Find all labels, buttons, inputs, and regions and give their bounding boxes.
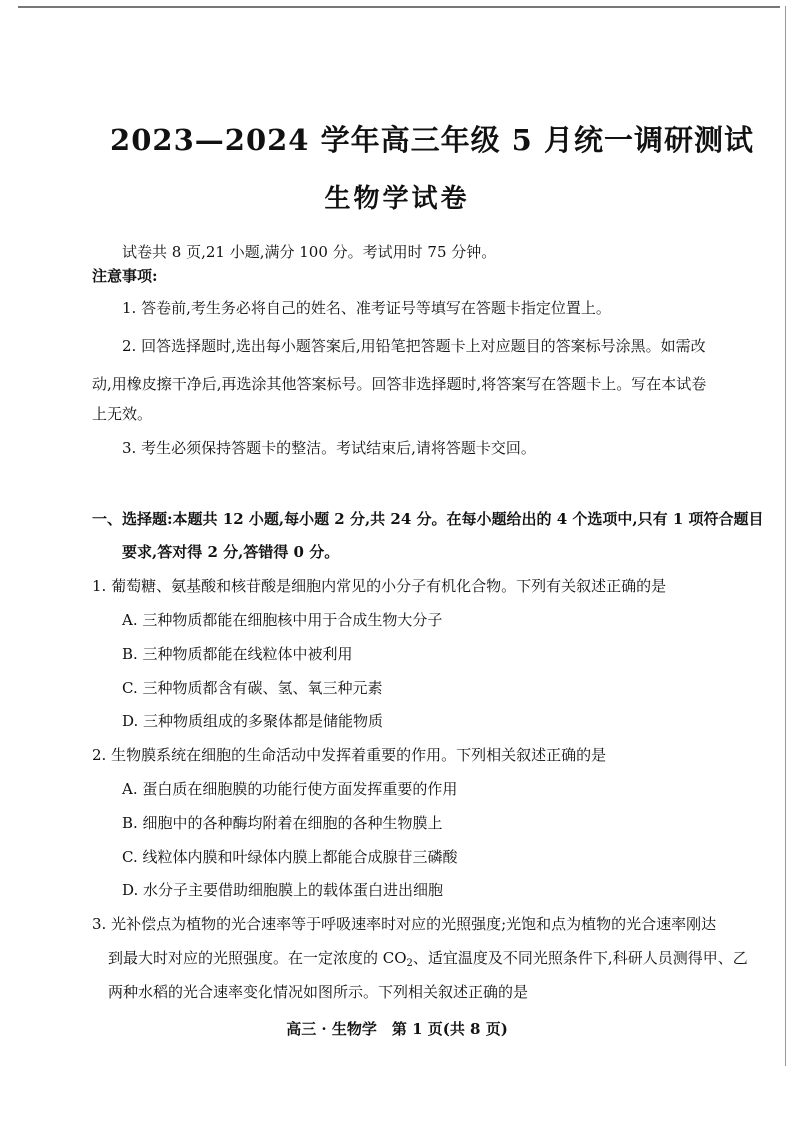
notice-heading: 注意事项:	[92, 267, 158, 285]
question-3-stem-cont	[108, 948, 748, 974]
question-3-stem: 3. 光补偿点为植物的光合速率等于呼吸速率时对应的光照强度;光饱和点为植物的光合速率刚达	[92, 915, 717, 933]
question-1-option-b: B. 三种物质都能在线粒体中被利用	[122, 645, 353, 663]
section-heading: 一、选择题:本题共 12 小题,每小题 2 分,共 24 分。在每小题给出的 4 个选项中,只有 1 项符合题目	[92, 510, 764, 528]
question-3-stem-text-a: 到最大时对应的光照强度。在一定浓度的 CO	[108, 949, 407, 967]
question-1-option-d: D. 三种物质组成的多聚体都是储能物质	[122, 712, 384, 730]
notice-item-2: 2. 回答选择题时,选出每小题答案后,用铅笔把答题卡上对应题目的答案标号涂黑。如需改	[122, 337, 706, 355]
notice-item-1: 1. 答卷前,考生务必将自己的姓名、准考证号等填写在答题卡指定位置上。	[122, 299, 611, 317]
exam-intro: 试卷共 8 页,21 小题,满分 100 分。考试用时 75 分钟。	[122, 243, 497, 261]
question-2-option-c: C. 线粒体内膜和叶绿体内膜上都能合成腺苷三磷酸	[122, 848, 458, 866]
page-footer: 高三 · 生物学 第 1 页(共 8 页)	[286, 1020, 508, 1038]
question-2-option-b: B. 细胞中的各种酶均附着在细胞的各种生物膜上	[122, 814, 443, 832]
notice-item-2-cont: 动,用橡皮擦干净后,再选涂其他答案标号。回答非选择题时,将答案写在答题卡上。写在本试卷	[92, 375, 707, 393]
question-2-option-d: D. 水分子主要借助细胞膜上的载体蛋白进出细胞	[122, 881, 444, 899]
question-3-stem-end: 两种水稻的光合速率变化情况如图所示。下列相关叙述正确的是	[108, 983, 529, 1001]
question-2-stem: 2. 生物膜系统在细胞的生命活动中发挥着重要的作用。下列相关叙述正确的是	[92, 746, 607, 764]
notice-item-3: 3. 考生必须保持答题卡的整洁。考试结束后,请将答题卡交回。	[122, 439, 536, 457]
co2-subscript: 2	[406, 958, 413, 969]
scan-border-top	[18, 6, 780, 8]
question-3-stem-text-b: 、适宜温度及不同光照条件下,科研人员测得甲、乙	[412, 949, 748, 967]
exam-subtitle: 生物学试卷	[324, 184, 470, 214]
notice-item-2-end: 上无效。	[92, 405, 153, 423]
scan-border-right	[785, 6, 786, 1066]
section-heading-cont: 要求,答对得 2 分,答错得 0 分。	[122, 543, 340, 561]
exam-title: 2023—2024 学年高三年级 5 月统一调研测试	[110, 123, 754, 157]
question-2-option-a: A. 蛋白质在细胞膜的功能行使方面发挥重要的作用	[122, 780, 458, 798]
question-1-option-c: C. 三种物质都含有碳、氢、氧三种元素	[122, 679, 383, 697]
question-1-option-a: A. 三种物质都能在细胞核中用于合成生物大分子	[122, 611, 443, 629]
question-1-stem: 1. 葡萄糖、氨基酸和核苷酸是细胞内常见的小分子有机化合物。下列有关叙述正确的是	[92, 577, 667, 595]
